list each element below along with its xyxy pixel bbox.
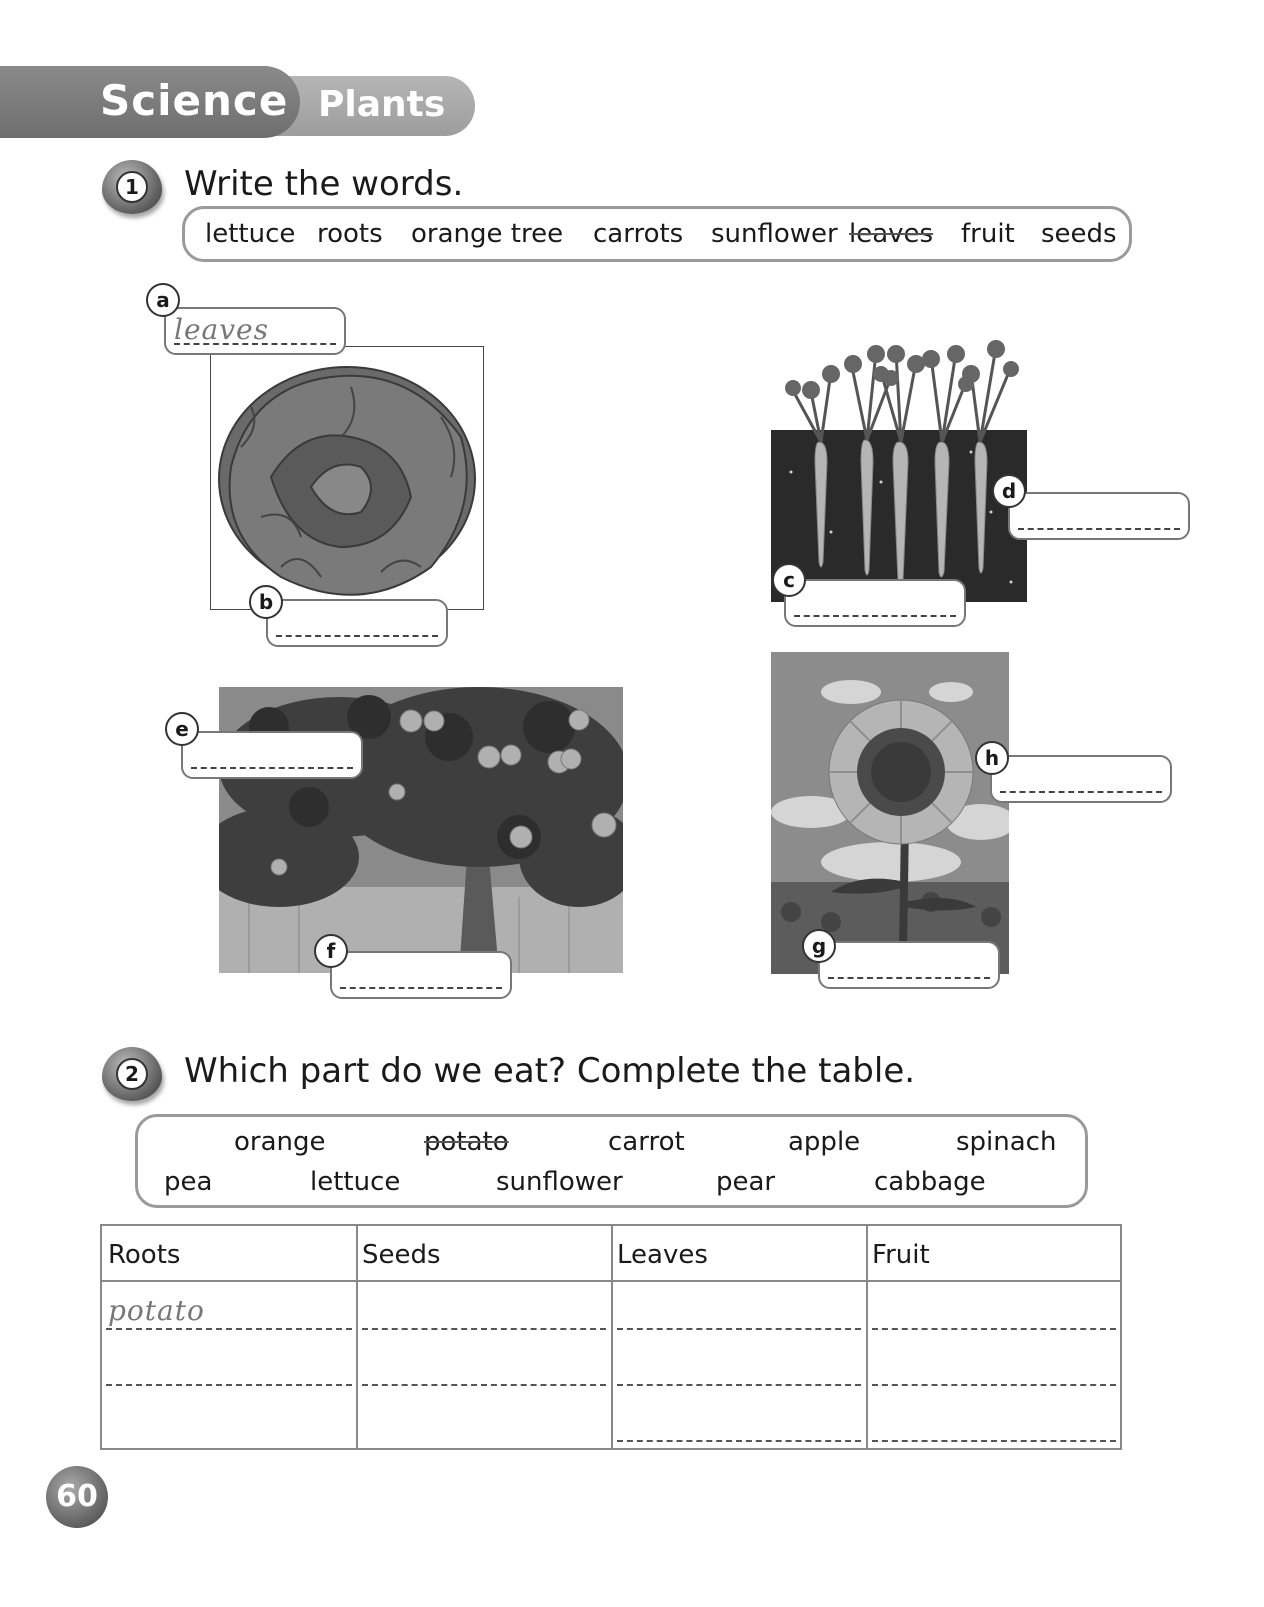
exercise-2-badge bbox=[102, 1047, 162, 1101]
answer-box-d[interactable] bbox=[1008, 492, 1190, 540]
answer-line bbox=[174, 343, 336, 345]
answer-line[interactable] bbox=[106, 1328, 352, 1330]
exercise-2-number: 2 bbox=[116, 1058, 148, 1090]
sunflower-photo bbox=[771, 652, 1009, 974]
word-bank-item: lettuce bbox=[310, 1167, 401, 1197]
exercise-1-instruction: Write the words. bbox=[184, 164, 464, 204]
table-header-roots: Roots bbox=[108, 1240, 181, 1270]
word-bank-item: apple bbox=[788, 1127, 861, 1157]
exercise-1-word-bank bbox=[182, 206, 1132, 262]
answer-line[interactable] bbox=[362, 1328, 606, 1330]
word-bank-item: sunflower bbox=[496, 1167, 623, 1197]
plant-parts-table bbox=[100, 1224, 1122, 1450]
word-bank-item: seeds bbox=[1041, 219, 1117, 249]
word-bank-item: sunflower bbox=[711, 219, 838, 249]
table-header-seeds: Seeds bbox=[362, 1240, 441, 1270]
exercise-1-number: 1 bbox=[116, 171, 148, 203]
label-letter-d: d bbox=[992, 474, 1026, 508]
table-divider bbox=[866, 1226, 868, 1448]
answer-box-f[interactable] bbox=[330, 951, 512, 999]
exercise-1-badge bbox=[102, 160, 162, 214]
answer-box-h[interactable] bbox=[990, 755, 1172, 803]
answer-line[interactable] bbox=[872, 1328, 1116, 1330]
word-bank-item: pear bbox=[716, 1167, 776, 1197]
subject-tab bbox=[0, 66, 300, 138]
topic-title: Plants bbox=[318, 84, 446, 125]
word-bank-item: orange tree bbox=[411, 219, 564, 249]
answer-line bbox=[1018, 528, 1180, 530]
table-example-answer: potato bbox=[108, 1294, 205, 1327]
answer-box-g[interactable] bbox=[818, 941, 1000, 989]
answer-line[interactable] bbox=[617, 1440, 861, 1442]
answer-line bbox=[828, 977, 990, 979]
answer-line[interactable] bbox=[617, 1328, 861, 1330]
answer-box-b[interactable] bbox=[266, 599, 448, 647]
word-bank-item: lettuce bbox=[205, 219, 296, 249]
answer-box-e[interactable] bbox=[181, 731, 363, 779]
answer-line bbox=[794, 615, 956, 617]
subject-title: Science bbox=[100, 76, 289, 125]
exercise-2-word-bank bbox=[135, 1114, 1088, 1208]
table-header-leaves: Leaves bbox=[617, 1240, 708, 1270]
label-letter-f: f bbox=[314, 934, 348, 968]
answer-box-c[interactable] bbox=[784, 579, 966, 627]
answer-line[interactable] bbox=[617, 1384, 861, 1386]
answer-line bbox=[276, 635, 438, 637]
word-bank-item-used: leaves bbox=[849, 219, 934, 249]
label-letter-a: a bbox=[146, 283, 180, 317]
label-letter-e: e bbox=[165, 712, 199, 746]
answer-line[interactable] bbox=[106, 1384, 352, 1386]
lettuce-photo bbox=[210, 346, 484, 610]
answer-line bbox=[1000, 791, 1162, 793]
table-header-fruit: Fruit bbox=[872, 1240, 930, 1270]
word-bank-item: orange bbox=[234, 1127, 326, 1157]
label-letter-c: c bbox=[772, 563, 806, 597]
answer-line[interactable] bbox=[872, 1384, 1116, 1386]
answer-box-a[interactable] bbox=[164, 307, 346, 355]
carrots-photo bbox=[771, 332, 1027, 602]
table-divider bbox=[356, 1226, 358, 1448]
word-bank-item: carrots bbox=[593, 219, 684, 249]
table-divider bbox=[102, 1280, 1120, 1282]
answer-line bbox=[340, 987, 502, 989]
word-bank-item-used: potato bbox=[424, 1127, 509, 1157]
word-bank-item: cabbage bbox=[874, 1167, 986, 1197]
word-bank-item: pea bbox=[164, 1167, 213, 1197]
word-bank-item: fruit bbox=[961, 219, 1015, 249]
label-letter-h: h bbox=[975, 741, 1009, 775]
table-divider bbox=[611, 1226, 613, 1448]
page-number: 60 bbox=[46, 1466, 108, 1528]
answer-line bbox=[191, 767, 353, 769]
answer-line[interactable] bbox=[362, 1384, 606, 1386]
orange-tree-photo bbox=[219, 687, 623, 973]
word-bank-item: carrot bbox=[608, 1127, 685, 1157]
word-bank-item: spinach bbox=[956, 1127, 1057, 1157]
exercise-2-instruction: Which part do we eat? Complete the table. bbox=[184, 1051, 916, 1091]
word-bank-item: roots bbox=[317, 219, 383, 249]
label-letter-g: g bbox=[802, 929, 836, 963]
answer-line[interactable] bbox=[872, 1440, 1116, 1442]
answer-a-text: leaves bbox=[174, 313, 269, 346]
label-letter-b: b bbox=[249, 585, 283, 619]
